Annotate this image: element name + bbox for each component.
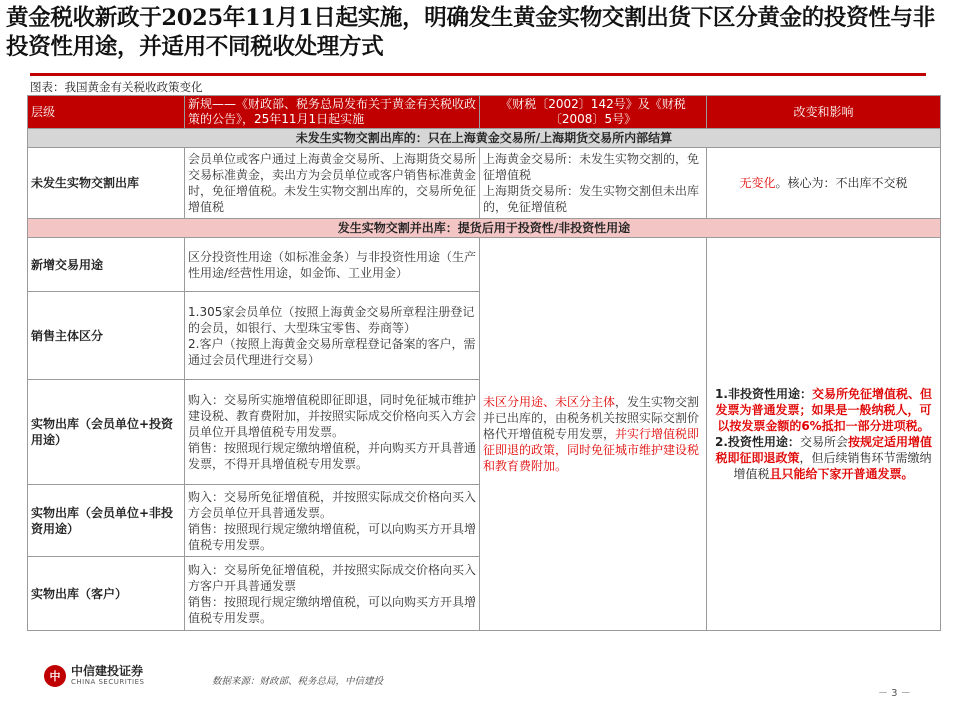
table-header-row [28, 96, 941, 129]
row-label: 销售主体区分 [28, 292, 185, 380]
page-title: 黄金税收新政于2025年11月1日起实施，明确发生黄金实物交割出货下区分黄金的投资性与非投资性用途，并适用不同税收处理方式 [6, 5, 935, 60]
row-label: 实物出库（会员单位+非投资用途） [28, 485, 185, 557]
new-rule-cell: 区分投资性用途（如标准金条）与非投资性用途（生产性用途/经营性用途，如金饰、工业用金） [185, 238, 480, 292]
header-old-rule: 《财税〔2002〕142号》及《财税〔2008〕5号》 [480, 96, 707, 129]
section-banner: 未发生实物交割出库的：只在上海黄金交易所/上海期货交易所内部结算 [28, 129, 941, 148]
brand-logo [44, 664, 144, 687]
impact-highlight: 且只能给下家开普通发票。 [769, 467, 914, 481]
row-label: 实物出库（会员单位+投资用途） [28, 380, 185, 485]
title-divider [30, 73, 926, 76]
logo-name-cn: 中信建投证券 [71, 664, 144, 678]
new-rule-cell: 购入：交易所免征增值税，并按照实际成交价格向买入方客户开具普通发票 销售：按照现行规定缴纳增值税，可以向购买方开具增值税专用发票。 [185, 557, 480, 631]
new-rule-cell: 购入：交易所实施增值税即征即退，同时免征城市维护建设税、教育费附加，并按照实际成交价格向买入方会员单位开具增值税专用发票。 销售：按照现行规定缴纳增值税，并向购买方开具普通发票，不得开具增值税专用发票。 [185, 380, 480, 485]
row-label: 实物出库（客户） [28, 557, 185, 631]
header-impact: 改变和影响 [707, 96, 941, 129]
row-label: 新增交易用途 [28, 238, 185, 292]
header-new-rule: 新规——《财政部、税务总局发布关于黄金有关税收政策的公告》，25年11月1日起实施 [185, 96, 480, 129]
impact-text: ，但后续销售环节需缴纳增值税 [733, 451, 932, 481]
banner-row-no-delivery [28, 129, 941, 148]
section-banner: 发生实物交割并出库：提货后用于投资性/非投资性用途 [28, 219, 941, 238]
logo-icon: 中 [44, 665, 66, 687]
tax-policy-table [27, 95, 941, 631]
impact-text: 交易所会 [799, 435, 848, 449]
impact-cell [707, 148, 941, 219]
header-level: 层级 [28, 96, 185, 129]
impact-label: 2.投资性用途： [715, 435, 800, 449]
old-rule-highlight: 未区分用途、未区分主体 [483, 395, 616, 409]
page-number: － 3 － [878, 688, 911, 699]
banner-row-delivery [28, 219, 941, 238]
figure-caption: 图表：我国黄金有关税收政策变化 [30, 80, 203, 94]
new-rule-cell: 购入：交易所免征增值税，并按照实际成交价格向买入方会员单位开具普通发票。 销售：按照现行规定缴纳增值税，可以向购买方开具增值税专用发票。 [185, 485, 480, 557]
impact-label: 1.非投资性用途： [715, 387, 812, 401]
impact-highlight: 交易所免征增值税、但发票为普通发票；如果是一般纳税人，可以按发票金额的6%抵扣一部分进项税。 [715, 387, 932, 433]
table-row [28, 238, 941, 292]
impact-merged-cell [707, 238, 941, 631]
impact-text: 。核心为：不出库不交税 [775, 176, 908, 190]
new-rule-cell: 会员单位或客户通过上海黄金交易所、上海期货交易所交易标准黄金，卖出方为会员单位或客户销售标准黄金时，免征增值税。未发生实物交割出库的，交易所免征增值税 [185, 148, 480, 219]
old-rule-cell: 上海黄金交易所：未发生实物交割的，免征增值税 上海期货交易所：发生实物交割但未出库的，免征增值税 [480, 148, 707, 219]
old-rule-merged-cell [480, 238, 707, 631]
row-label: 未发生实物交割出库 [28, 148, 185, 219]
old-rule-highlight: 并实行增值税即征即退的政策，同时免征城市维护建设税和教育费附加。 [483, 427, 700, 473]
impact-highlight: 无变化 [739, 176, 776, 190]
old-rule-text: ，发生实物交割并已出库的，由税务机关按照实际交割价格代开增值税专用发票， [483, 395, 700, 441]
table-row [28, 148, 941, 219]
new-rule-cell: 1.305家会员单位（按照上海黄金交易所章程注册登记的会员，如银行、大型珠宝零售、券商等） 2.客户（按照上海黄金交易所章程登记备案的客户，需通过会员代理进行交易） [185, 292, 480, 380]
logo-name-en: CHINA SECURITIES [71, 678, 145, 686]
impact-highlight: 按规定适用增值税即征即退政策 [715, 435, 932, 465]
data-source-note: 数据来源：财政部、税务总局，中信建投 [212, 676, 384, 687]
